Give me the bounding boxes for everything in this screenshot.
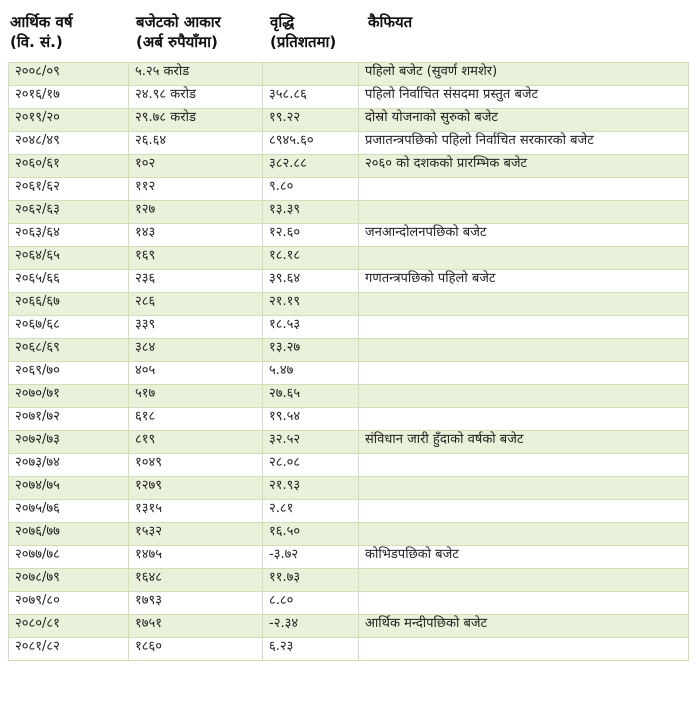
cell-growth: १९.५४ xyxy=(263,408,359,431)
cell-budget-size: १५३२ xyxy=(129,523,263,546)
cell-growth: ३२.५२ xyxy=(263,431,359,454)
cell-budget-size: २९.७८ करोड xyxy=(129,109,263,132)
cell-budget-size: २६.६४ xyxy=(129,132,263,155)
table-row xyxy=(9,178,689,201)
header-budget-size xyxy=(136,12,266,52)
table-row xyxy=(9,224,689,247)
cell-remark: पहिलो निर्वाचित संसदमा प्रस्तुत बजेट xyxy=(359,86,689,109)
cell-growth: ११.७३ xyxy=(263,569,359,592)
cell-growth: १६.५० xyxy=(263,523,359,546)
cell-fiscal-year: २०६८/६९ xyxy=(9,339,129,362)
cell-fiscal-year: २०६१/६२ xyxy=(9,178,129,201)
cell-budget-size: १८६० xyxy=(129,638,263,661)
cell-remark xyxy=(359,178,689,201)
cell-growth: २.८१ xyxy=(263,500,359,523)
cell-budget-size: २८६ xyxy=(129,293,263,316)
cell-remark xyxy=(359,592,689,615)
cell-fiscal-year: २०७४/७५ xyxy=(9,477,129,500)
cell-growth: ८९४५.६० xyxy=(263,132,359,155)
cell-remark xyxy=(359,339,689,362)
table-row xyxy=(9,316,689,339)
cell-fiscal-year: २०६०/६१ xyxy=(9,155,129,178)
header-growth xyxy=(270,12,360,52)
cell-growth: २८.०८ xyxy=(263,454,359,477)
table-row xyxy=(9,293,689,316)
cell-budget-size: १४७५ xyxy=(129,546,263,569)
cell-growth: १३.३९ xyxy=(263,201,359,224)
cell-fiscal-year: २०६२/६३ xyxy=(9,201,129,224)
cell-growth: -२.३४ xyxy=(263,615,359,638)
cell-remark: पहिलो बजेट (सुवर्ण शमशेर) xyxy=(359,63,689,86)
header-fiscal-year xyxy=(10,12,128,52)
table-row xyxy=(9,109,689,132)
cell-fiscal-year: २०६५/६६ xyxy=(9,270,129,293)
cell-remark: गणतन्त्रपछिको पहिलो बजेट xyxy=(359,270,689,293)
table-row xyxy=(9,270,689,293)
cell-budget-size: १६९ xyxy=(129,247,263,270)
cell-fiscal-year: २०१६/१७ xyxy=(9,86,129,109)
header-fiscal-year-line2: (वि. सं.) xyxy=(10,33,63,51)
cell-fiscal-year: २०४८/४९ xyxy=(9,132,129,155)
cell-remark: आर्थिक मन्दीपछिको बजेट xyxy=(359,615,689,638)
header-fiscal-year-line1: आर्थिक वर्ष xyxy=(10,13,73,31)
cell-remark xyxy=(359,454,689,477)
cell-budget-size: १३१५ xyxy=(129,500,263,523)
cell-fiscal-year: २०७१/७२ xyxy=(9,408,129,431)
cell-fiscal-year: २०७६/७७ xyxy=(9,523,129,546)
table-row xyxy=(9,592,689,615)
cell-remark xyxy=(359,385,689,408)
cell-fiscal-year: २०७०/७१ xyxy=(9,385,129,408)
cell-budget-size: १०२ xyxy=(129,155,263,178)
cell-remark: कोभिडपछिको बजेट xyxy=(359,546,689,569)
cell-remark: प्रजातन्त्रपछिको पहिलो निर्वाचित सरकारको बजेट xyxy=(359,132,689,155)
cell-budget-size: १६४८ xyxy=(129,569,263,592)
table-row xyxy=(9,569,689,592)
cell-remark xyxy=(359,362,689,385)
table-header xyxy=(8,6,688,62)
cell-remark xyxy=(359,638,689,661)
cell-budget-size: १२७ xyxy=(129,201,263,224)
table-row xyxy=(9,638,689,661)
table-row xyxy=(9,454,689,477)
table-row xyxy=(9,523,689,546)
cell-budget-size: ५१७ xyxy=(129,385,263,408)
cell-growth: १८.५३ xyxy=(263,316,359,339)
cell-budget-size: १७९३ xyxy=(129,592,263,615)
cell-growth: ३९.६४ xyxy=(263,270,359,293)
table-row xyxy=(9,63,689,86)
cell-growth: ८.८० xyxy=(263,592,359,615)
table-row xyxy=(9,385,689,408)
cell-fiscal-year: २०६७/६८ xyxy=(9,316,129,339)
cell-budget-size: १२७९ xyxy=(129,477,263,500)
cell-budget-size: ११२ xyxy=(129,178,263,201)
cell-growth: १२.६० xyxy=(263,224,359,247)
cell-budget-size: ६१८ xyxy=(129,408,263,431)
cell-budget-size: २३६ xyxy=(129,270,263,293)
cell-budget-size: १४३ xyxy=(129,224,263,247)
cell-growth: १९.२२ xyxy=(263,109,359,132)
cell-growth: २१.१९ xyxy=(263,293,359,316)
cell-growth: २१.९३ xyxy=(263,477,359,500)
header-growth-line1: वृद्धि xyxy=(270,13,295,31)
table-row xyxy=(9,431,689,454)
header-budget-size-line2: (अर्ब रुपैयाँमा) xyxy=(136,33,218,51)
table-row xyxy=(9,339,689,362)
table-row xyxy=(9,155,689,178)
cell-remark xyxy=(359,500,689,523)
cell-fiscal-year: २०७८/७९ xyxy=(9,569,129,592)
cell-fiscal-year: २०७५/७६ xyxy=(9,500,129,523)
cell-remark xyxy=(359,201,689,224)
cell-remark xyxy=(359,569,689,592)
cell-budget-size: ५.२५ करोड xyxy=(129,63,263,86)
cell-growth: ३५८.८६ xyxy=(263,86,359,109)
cell-remark: २०६० को दशकको प्रारम्भिक बजेट xyxy=(359,155,689,178)
cell-budget-size: ३८४ xyxy=(129,339,263,362)
header-budget-size-line1: बजेटको आकार xyxy=(136,13,221,31)
budget-table-container xyxy=(8,6,688,661)
cell-growth: २७.६५ xyxy=(263,385,359,408)
cell-fiscal-year: २०८१/८२ xyxy=(9,638,129,661)
table-row xyxy=(9,362,689,385)
cell-fiscal-year: २०६९/७० xyxy=(9,362,129,385)
table-row xyxy=(9,408,689,431)
cell-budget-size: २४.९८ करोड xyxy=(129,86,263,109)
cell-growth: ९.८० xyxy=(263,178,359,201)
cell-remark xyxy=(359,316,689,339)
cell-fiscal-year: २०६६/६७ xyxy=(9,293,129,316)
cell-fiscal-year: २०७७/७८ xyxy=(9,546,129,569)
cell-growth: ३८२.८८ xyxy=(263,155,359,178)
cell-fiscal-year: २०७३/७४ xyxy=(9,454,129,477)
cell-remark xyxy=(359,293,689,316)
cell-growth: -३.७२ xyxy=(263,546,359,569)
cell-growth: १३.२७ xyxy=(263,339,359,362)
table-row xyxy=(9,247,689,270)
header-remarks: कैफियत xyxy=(368,13,413,31)
table-row xyxy=(9,201,689,224)
cell-remark: संविधान जारी हुँदाको वर्षको बजेट xyxy=(359,431,689,454)
cell-fiscal-year: २०६३/६४ xyxy=(9,224,129,247)
cell-remark xyxy=(359,523,689,546)
cell-growth xyxy=(263,63,359,86)
table-row xyxy=(9,477,689,500)
table-row xyxy=(9,86,689,109)
cell-fiscal-year: २०७९/८० xyxy=(9,592,129,615)
cell-budget-size: १७५१ xyxy=(129,615,263,638)
table-row xyxy=(9,546,689,569)
cell-budget-size: ८१९ xyxy=(129,431,263,454)
table-row xyxy=(9,500,689,523)
cell-budget-size: १०४९ xyxy=(129,454,263,477)
cell-budget-size: ४०५ xyxy=(129,362,263,385)
cell-fiscal-year: २०७२/७३ xyxy=(9,431,129,454)
cell-growth: ६.२३ xyxy=(263,638,359,661)
cell-growth: १८.१८ xyxy=(263,247,359,270)
cell-fiscal-year: २०६४/६५ xyxy=(9,247,129,270)
budget-table-body xyxy=(9,63,689,661)
cell-remark xyxy=(359,408,689,431)
cell-remark: दोस्रो योजनाको सुरुको बजेट xyxy=(359,109,689,132)
cell-fiscal-year: २००८/०९ xyxy=(9,63,129,86)
cell-fiscal-year: २०१९/२० xyxy=(9,109,129,132)
table-row xyxy=(9,615,689,638)
cell-remark xyxy=(359,477,689,500)
cell-growth: ५.४७ xyxy=(263,362,359,385)
cell-fiscal-year: २०८०/८१ xyxy=(9,615,129,638)
budget-table xyxy=(8,62,689,661)
cell-budget-size: ३३९ xyxy=(129,316,263,339)
cell-remark xyxy=(359,247,689,270)
table-row xyxy=(9,132,689,155)
cell-remark: जनआन्दोलनपछिको बजेट xyxy=(359,224,689,247)
header-growth-line2: (प्रतिशतमा) xyxy=(270,33,337,51)
